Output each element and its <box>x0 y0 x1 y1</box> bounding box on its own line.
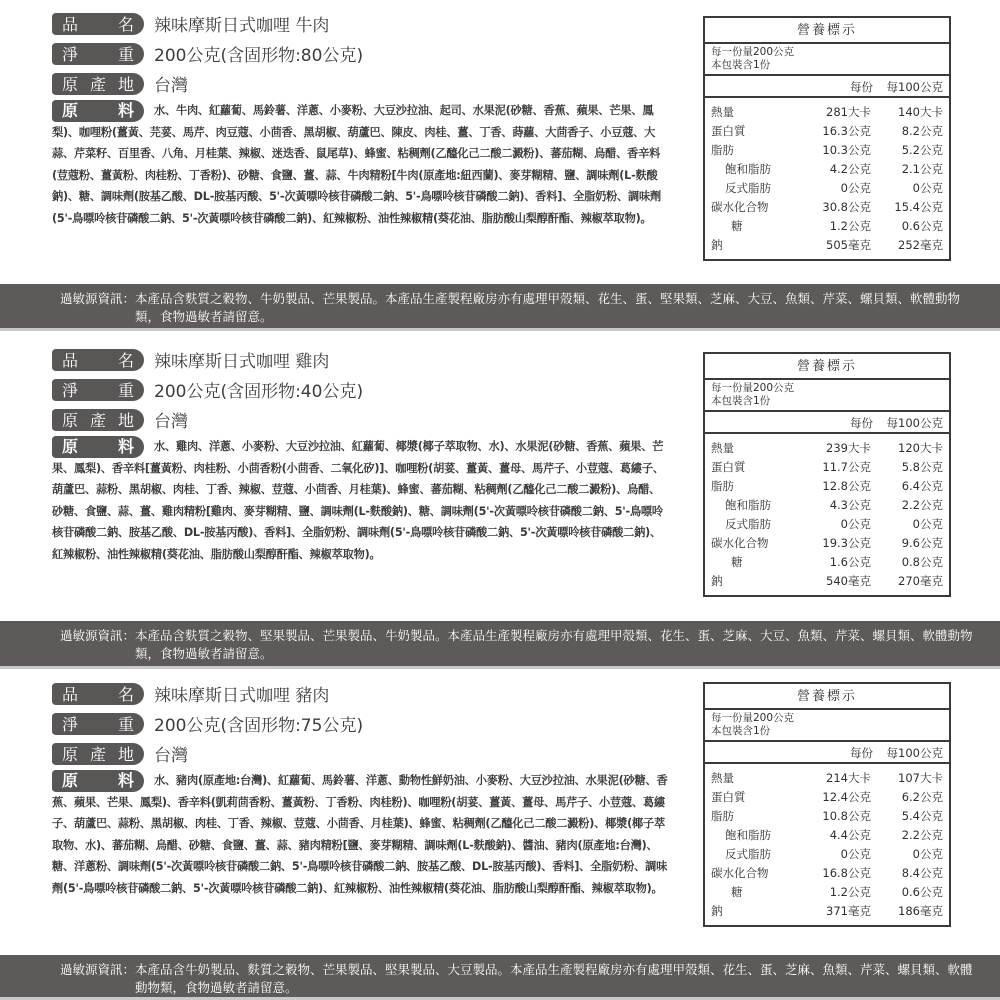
origin-label: 原 產 地 <box>52 743 144 765</box>
col-per-100g: 每100公克 <box>886 416 943 430</box>
nutrition-row-protein: 蛋白質 16.3公克 8.2公克 <box>711 124 943 138</box>
allergen-text: 本產品含麩質之穀物、堅果製品、芒果製品、牛奶製品。本產品生產製程廠房亦有處理甲殼類、花生、蛋、芝麻、大豆、魚類、芹菜、螺貝類、軟體動物類，食物過敏者請留意。 <box>135 628 973 661</box>
nutrition-title: 營養標示 <box>705 354 949 380</box>
nutrition-row-protein: 蛋白質 11.7公克 5.8公克 <box>711 460 943 474</box>
product-name: 辣味摩斯日式咖哩 雞肉 <box>154 352 330 372</box>
ingredients-block <box>52 100 692 229</box>
nutrition-row-carbs: 碳水化合物 19.3公克 9.6公克 <box>711 536 943 550</box>
col-per-100g: 每100公克 <box>886 746 943 760</box>
nutrition-row-trans-fat: 反式脂肪 0公克 0公克 <box>725 517 943 531</box>
ingredients-block <box>52 436 692 565</box>
weight-row <box>52 710 692 737</box>
nutrition-table <box>703 16 951 261</box>
ingredients-text: 水、牛肉、紅蘿蔔、馬鈴薯、洋蔥、小麥粉、大豆沙拉油、起司、水果泥(砂糖、香蕉、蘋果、芒果、鳳梨)、咖哩粉(薑黃、芫荽、馬芹、肉豆蔻、小茴香、黑胡椒、葫蘆巴、陳皮、肉桂、薑、丁香、蒔蘿、大茴香子、小豆蔻、大蒜、芹菜籽、百里香、八角、月桂葉、辣椒、迷迭香、鼠尾草)、蜂蜜、粘稠劑(乙醯化己二酸二澱粉)、蕃茄糊、烏醋、香辛料(荳蔻粉、薑黃粉、肉桂粉、丁香粉)、砂糖、食鹽、薑、蒜、牛肉精粉[牛肉(原產地:紐西蘭)、麥芽糊精、鹽、調味劑(L-麩酸鈉)、糖、調味劑(胺基乙酸、DL-胺基丙酸、5'-次黃嘌呤核苷磷酸二鈉、5'-鳥嘌呤核苷磷酸二鈉)、香料]、全脂奶粉、調味劑(5'-鳥嘌呤核苷磷酸二鈉、5'-次黃嘌呤核苷磷酸二鈉)、紅辣椒粉、油性辣椒精(葵花油、脂肪酸山梨醇酐酯、辣椒萃取物)。 <box>52 104 662 225</box>
allergen-banner <box>0 621 1000 669</box>
col-per-serving: 每份 <box>850 746 873 760</box>
nutrition-row-trans-fat: 反式脂肪 0公克 0公克 <box>725 181 943 195</box>
nutrition-row-fat: 脂肪 12.8公克 6.4公克 <box>711 479 943 493</box>
nutrition-row-saturated-fat: 飽和脂肪 4.4公克 2.2公克 <box>725 828 943 842</box>
name-row <box>52 10 692 37</box>
nutrition-row-carbs: 碳水化合物 16.8公克 8.4公克 <box>711 866 943 880</box>
ingredients-text: 水、雞肉、洋蔥、小麥粉、大豆沙拉油、紅蘿蔔、椰漿(椰子萃取物、水)、水果泥(砂糖、香蕉、蘋果、芒果、鳳梨)、香辛料[薑黃粉、肉桂粉、小茴香粉(小茴香、二氧化矽)]、咖哩粉(胡荽、薑黃、薑母、馬芹子、小荳蔻、葛縷子、葫蘆巴、蒜粉、黑胡椒、肉桂、丁香、辣椒、荳蔻、小茴香、月桂葉)、蜂蜜、蕃茄糊、粘稠劑(乙醯化己二酸二澱粉)、烏醋、砂糖、食鹽、蒜、薑、雞肉精粉[雞肉、麥芽糊精、鹽、調味劑(L-麩酸鈉)、糖、調味劑(5'-次黃嘌呤核苷磷酸二鈉、5'-鳥嘌呤核苷磷酸二鈉、胺基乙酸、DL-胺基丙酸)、香料]、全脂奶粉、調味劑(5'-鳥嘌呤核苷磷酸二鈉、5'-次黃嘌呤核苷磷酸二鈉)、紅辣椒粉、油性辣椒精(葵花油、脂肪酸山梨醇酐酯、辣椒萃取物)。 <box>52 440 664 561</box>
ingredients-label: 原 料 <box>52 770 144 792</box>
origin-row <box>52 406 692 433</box>
nutrition-title: 營養標示 <box>705 18 949 44</box>
ingredients-text: 水、豬肉(原產地:台灣)、紅蘿蔔、馬鈴薯、洋蔥、動物性鮮奶油、小麥粉、大豆沙拉油、水果泥(砂糖、香蕉、蘋果、芒果、鳳梨)、香辛料(凱莉茴香粉、薑黃粉、丁香粉、肉桂粉)、咖哩粉(胡荽、薑黃、薑母、馬芹子、小荳蔻、葛縷子、葫蘆巴、蒜粉、黑胡椒、肉桂、丁香、辣椒、荳蔻、小茴香、月桂葉)、蜂蜜、粘稠劑(乙醯化己二酸二澱粉)、椰漿(椰子萃取物、水)、蕃茄糊、烏醋、砂糖、食鹽、薑、蒜、豬肉精粉[鹽、麥芽糊精、調味劑(L-麩酸鈉)、醬油、豬肉(原產地:台灣)、糖、洋蔥粉、調味劑(5'-次黃嘌呤核苷磷酸二鈉、5'-鳥嘌呤核苷磷酸二鈉、胺基乙酸、DL-胺基丙酸)、香料]、全脂奶粉、調味劑(5'-鳥嘌呤核苷磷酸二鈉、5'-次黃嘌呤核苷磷酸二鈉)、紅辣椒粉、油性辣椒精(葵花油、脂肪酸山梨醇酐酯、辣椒萃取物)。 <box>52 774 668 895</box>
product-info <box>52 10 692 229</box>
serving-size: 每一份量200公克 <box>711 46 795 58</box>
name-row <box>52 346 692 373</box>
serving-size: 每一份量200公克 <box>711 712 795 724</box>
serving-info <box>705 380 949 412</box>
allergen-banner <box>0 955 1000 1000</box>
allergen-text: 本產品含麩質之穀物、牛奶製品、芒果製品。本產品生產製程廠房亦有處理甲殼類、花生、蛋、堅果類、芝麻、大豆、魚類、芹菜、螺貝類、軟體動物類，食物過敏者請留意。 <box>135 291 961 324</box>
weight-row <box>52 376 692 403</box>
origin: 台灣 <box>154 412 188 432</box>
ingredients-label: 原 料 <box>52 436 144 458</box>
nutrition-row-sugar: 糖 1.6公克 0.8公克 <box>731 555 943 569</box>
nutrition-row-calories: 熱量 239大卡 120大卡 <box>711 441 943 455</box>
nutrition-row-sugar: 糖 1.2公克 0.6公克 <box>731 885 943 899</box>
col-per-serving: 每份 <box>850 416 873 430</box>
servings-per-pack: 本包裝含1份 <box>711 725 771 737</box>
allergen-label: 過敏源資訊： <box>60 628 136 643</box>
net-weight: 200公克(含固形物:40公克) <box>154 382 364 402</box>
allergen-label: 過敏源資訊： <box>60 291 136 306</box>
product-name: 辣味摩斯日式咖哩 豬肉 <box>154 686 330 706</box>
product-name: 辣味摩斯日式咖哩 牛肉 <box>154 16 330 36</box>
nutrition-title: 營養標示 <box>705 684 949 710</box>
weight-label: 淨 重 <box>52 713 144 735</box>
net-weight: 200公克(含固形物:75公克) <box>154 716 364 736</box>
origin: 台灣 <box>154 76 188 96</box>
origin-label: 原 產 地 <box>52 73 144 95</box>
nutrition-row-sodium: 鈉 505毫克 252毫克 <box>711 238 943 252</box>
nutrition-row-trans-fat: 反式脂肪 0公克 0公克 <box>725 847 943 861</box>
origin-label: 原 產 地 <box>52 409 144 431</box>
nutrition-table <box>703 352 951 597</box>
nutrition-row-fat: 脂肪 10.8公克 5.4公克 <box>711 809 943 823</box>
weight-row <box>52 40 692 67</box>
name-label: 品 名 <box>52 13 144 35</box>
weight-label: 淨 重 <box>52 43 144 65</box>
allergen-label: 過敏源資訊： <box>60 962 136 977</box>
nutrition-header <box>705 742 949 764</box>
nutrition-row-sodium: 鈉 371毫克 186毫克 <box>711 904 943 918</box>
allergen-text: 本產品含牛奶製品、麩質之穀物、芒果製品、堅果製品、大豆製品。本產品生產製程廠房亦有處理甲殼類、花生、蛋、芝麻、魚類、芹菜、螺貝類、軟體動物類，食物過敏者請留意。 <box>135 962 973 995</box>
servings-per-pack: 本包裝含1份 <box>711 395 771 407</box>
nutrition-row-sodium: 鈉 540毫克 270毫克 <box>711 574 943 588</box>
nutrition-row-fat: 脂肪 10.3公克 5.2公克 <box>711 143 943 157</box>
weight-label: 淨 重 <box>52 379 144 401</box>
ingredients-label: 原 料 <box>52 100 144 122</box>
nutrition-row-sugar: 糖 1.2公克 0.6公克 <box>731 219 943 233</box>
product-info <box>52 346 692 565</box>
name-label: 品 名 <box>52 683 144 705</box>
origin-row <box>52 70 692 97</box>
nutrition-header <box>705 76 949 98</box>
nutrition-row-protein: 蛋白質 12.4公克 6.2公克 <box>711 790 943 804</box>
serving-size: 每一份量200公克 <box>711 382 795 394</box>
allergen-banner <box>0 284 1000 331</box>
serving-info <box>705 710 949 742</box>
nutrition-row-carbs: 碳水化合物 30.8公克 15.4公克 <box>711 200 943 214</box>
name-row <box>52 680 692 707</box>
product-info <box>52 680 692 899</box>
col-per-100g: 每100公克 <box>886 80 943 94</box>
servings-per-pack: 本包裝含1份 <box>711 59 771 71</box>
net-weight: 200公克(含固形物:80公克) <box>154 46 364 66</box>
col-per-serving: 每份 <box>850 80 873 94</box>
origin-row <box>52 740 692 767</box>
nutrition-row-saturated-fat: 飽和脂肪 4.3公克 2.2公克 <box>725 498 943 512</box>
nutrition-body <box>705 764 949 925</box>
nutrition-row-calories: 熱量 214大卡 107大卡 <box>711 771 943 785</box>
nutrition-body <box>705 98 949 259</box>
nutrition-header <box>705 412 949 434</box>
nutrition-row-calories: 熱量 281大卡 140大卡 <box>711 105 943 119</box>
name-label: 品 名 <box>52 349 144 371</box>
nutrition-row-saturated-fat: 飽和脂肪 4.2公克 2.1公克 <box>725 162 943 176</box>
ingredients-block <box>52 770 692 899</box>
nutrition-table <box>703 682 951 927</box>
serving-info <box>705 44 949 76</box>
nutrition-body <box>705 434 949 595</box>
origin: 台灣 <box>154 746 188 766</box>
